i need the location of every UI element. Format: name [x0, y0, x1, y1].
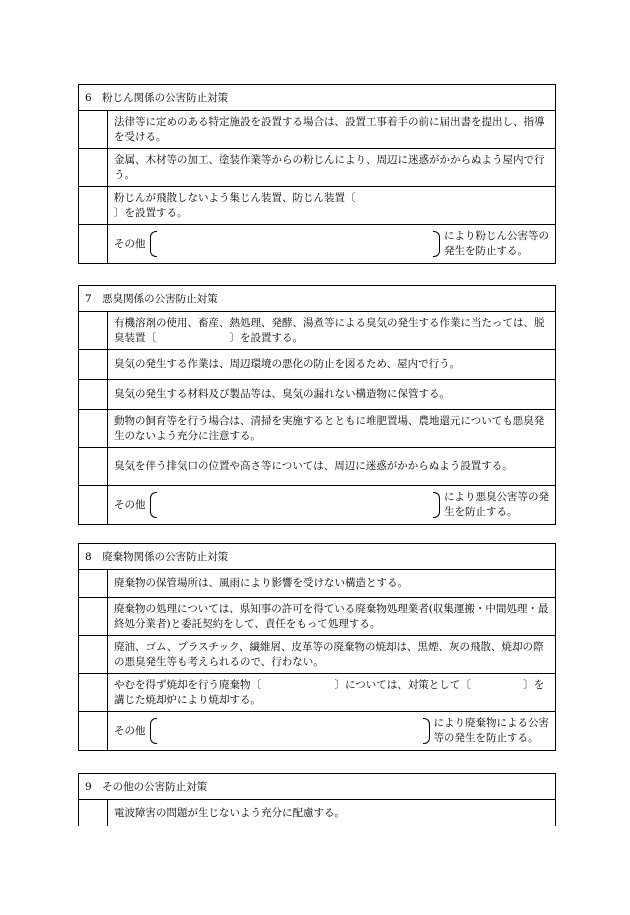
row-text: やむを得ず焼却を行う廃棄物〔 〕については、対策として〔 〕を講じた焼却炉により焼却する。	[114, 678, 545, 706]
row-text: 動物の飼育等を行う場合は、清掃を実施するとともに堆肥置場、農地還元についても悪臭発生のないよう充分に注意する。	[114, 414, 545, 442]
other-label: その他	[114, 498, 146, 511]
other-tail: により悪臭公害等の発 生を防止する。	[444, 491, 549, 518]
row-text: 有機溶剤の使用、畜産、熱処理、発酵、湯煮等による臭気の発生する作業に当たっては、脱臭装置〔 〕を設置する。	[114, 316, 545, 344]
other-input-bracket[interactable]	[150, 492, 441, 518]
section-title: 9 その他の公害防止対策	[79, 774, 555, 800]
row-text: 電波障害の問題が生じないよう充分に配慮する。	[114, 806, 345, 819]
section-waste	[78, 543, 556, 751]
section-other	[78, 773, 556, 826]
other-input-bracket[interactable]	[150, 718, 430, 744]
row-text: 法律等に定めのある特定施設を設置する場合は、設置工事着手の前に届出書を提出し、指導を受ける。	[114, 115, 545, 143]
other-tail: により廃棄物による公害 等の発生を防止する。	[433, 717, 549, 744]
row-text: 廃油、ゴム、プラスチック、繊維屑、皮革等の廃棄物の焼却は、黒煙、灰の飛散、焼却の際の悪臭発生等も考えられるので、行わない。	[114, 640, 544, 668]
other-measures	[114, 716, 549, 746]
other-measures	[114, 229, 549, 259]
other-tail: により粉じん公害等の 発生を防止する。	[444, 230, 549, 257]
section-odor	[78, 285, 556, 525]
other-input-bracket[interactable]	[150, 231, 441, 257]
row-text: 臭気を伴う排気口の位置や高さ等については、周辺に迷惑がかからぬよう設置する。	[114, 460, 513, 472]
other-label: その他	[114, 724, 146, 737]
row-text: 廃棄物の保管場所は、風雨により影響を受けない構造とする。	[114, 577, 408, 589]
row-text: 粉じんが飛散しないよう集じん装置、防じん装置〔 〕を設置する。	[114, 191, 555, 219]
other-label: その他	[114, 237, 146, 250]
row-text: 金属、木材等の加工、塗装作業等からの粉じんにより、周辺に迷惑がかからぬよう屋内で行う。	[114, 153, 545, 181]
row-text: 廃棄物の処理については、県知事の許可を得ている廃棄物処理業者(収集運搬・中間処理・最終処分業者)と委託契約をして、責任をもって処理する。	[114, 602, 549, 630]
section-title: 6 粉じん関係の公害防止対策	[79, 85, 555, 111]
section-title: 8 廃棄物関係の公害防止対策	[79, 544, 555, 570]
other-measures	[114, 490, 549, 520]
row-text: 臭気の発生する作業は、周辺環境の悪化の防止を図るため、屋内で行う。	[114, 358, 461, 370]
section-dust	[78, 84, 556, 264]
section-title: 7 悪臭関係の公害防止対策	[79, 286, 555, 312]
row-text: 臭気の発生する材料及び製品等は、臭気の漏れない構造物に保管する。	[114, 388, 450, 400]
